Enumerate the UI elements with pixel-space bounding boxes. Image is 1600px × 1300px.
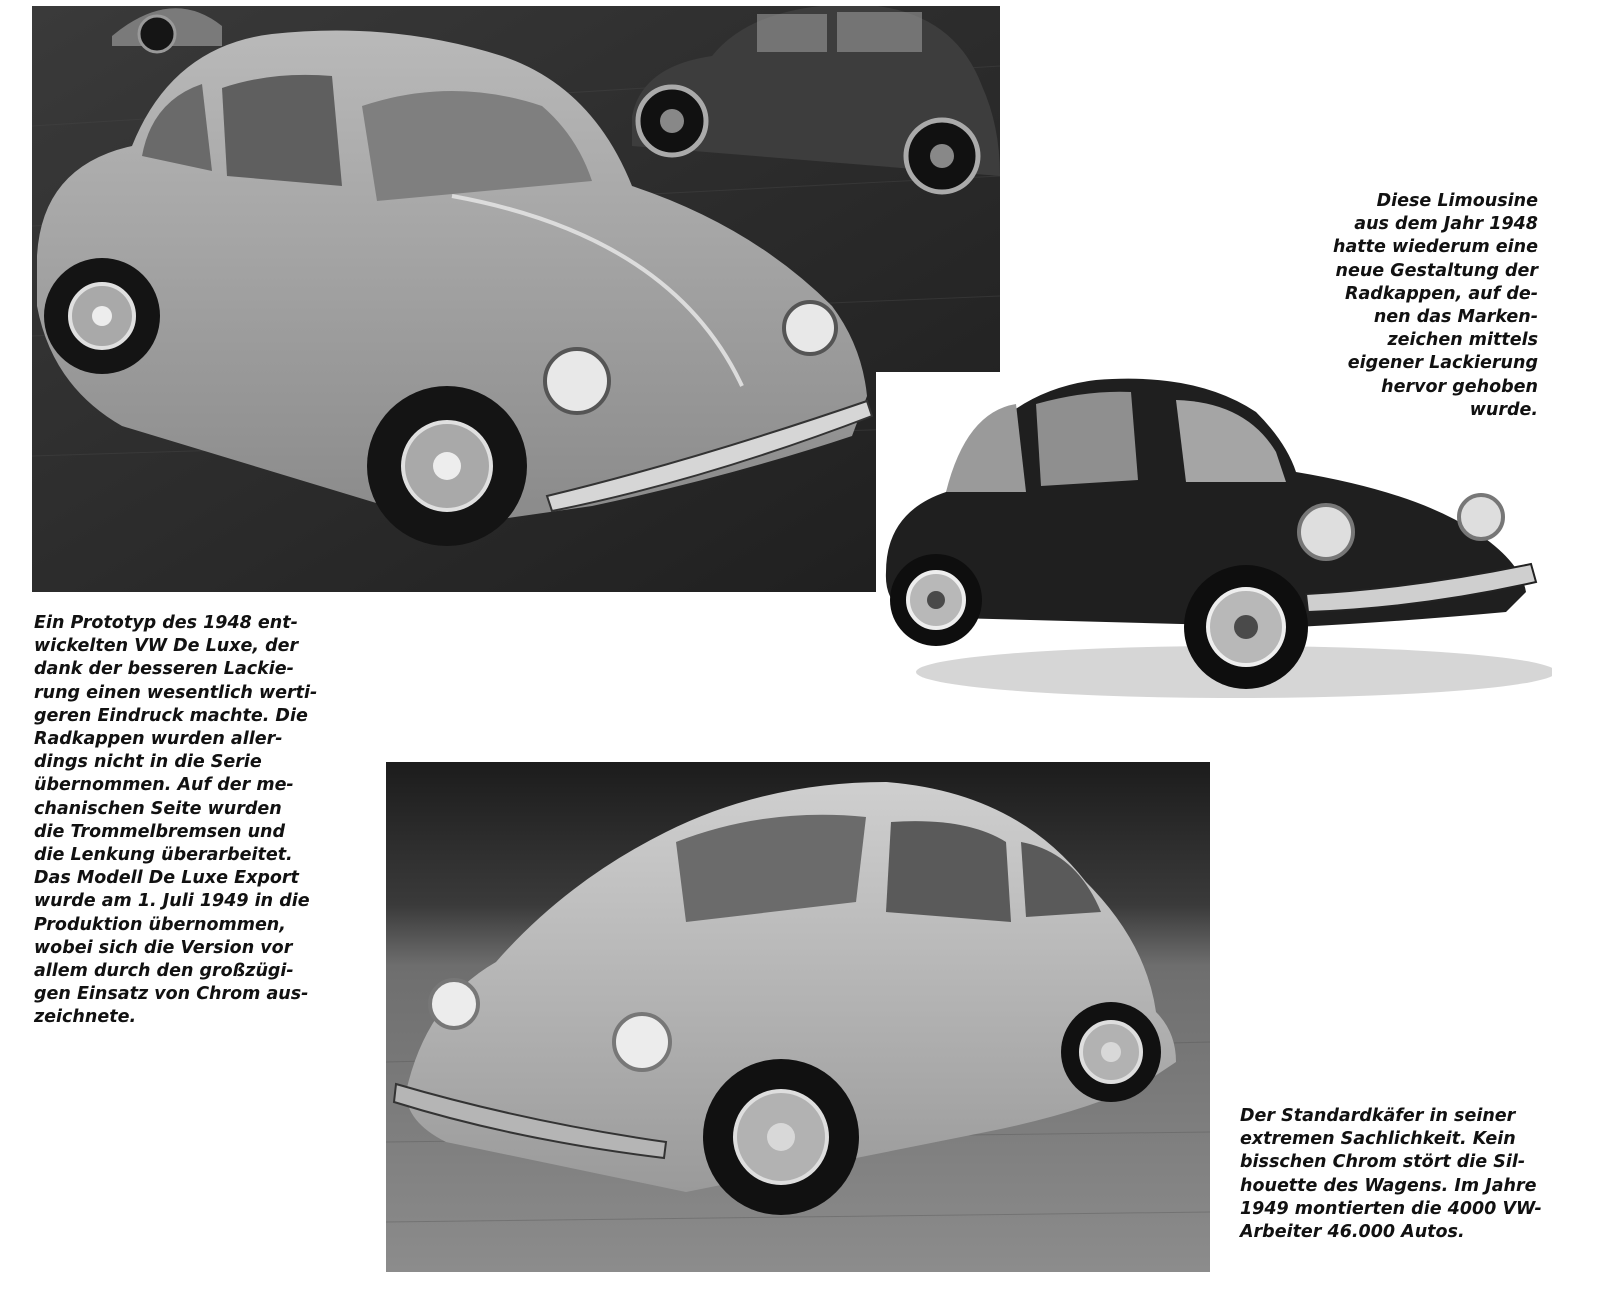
caption-line: wobei sich die Version vor — [34, 937, 293, 958]
caption-line: eigener Lackierung — [1347, 353, 1538, 374]
caption-line: chanischen Seite wurden — [34, 798, 282, 819]
caption-line: Radkappen, auf de- — [1344, 283, 1538, 304]
caption-line: Produktion übernommen, — [34, 914, 286, 935]
caption-line: dings nicht in die Serie — [34, 752, 262, 773]
caption-line: hervor gehoben — [1381, 376, 1538, 397]
photo-prototype-de-luxe — [32, 6, 1000, 592]
caption-prototype — [34, 612, 317, 1030]
caption-line: übernommen. Auf der me- — [34, 775, 294, 796]
caption-line: 1949 montierten die 4000 VW- — [1240, 1198, 1542, 1219]
caption-line: nen das Marken- — [1373, 307, 1538, 328]
caption-standardkaefer — [1240, 1105, 1542, 1244]
caption-line: aus dem Jahr 1948 — [1354, 214, 1538, 235]
caption-line: geren Eindruck machte. Die — [34, 705, 308, 726]
caption-line: Das Modell De Luxe Export — [34, 868, 299, 889]
caption-line: wickelten VW De Luxe, der — [34, 636, 299, 657]
photo-limousine-1948 — [876, 372, 1552, 708]
caption-line: extremen Sachlichkeit. Kein — [1240, 1129, 1516, 1150]
caption-line: zeichen mittels — [1387, 330, 1538, 351]
caption-line: gen Einsatz von Chrom aus- — [34, 984, 309, 1005]
caption-line: die Trommelbremsen und — [34, 821, 286, 842]
caption-line: Arbeiter 46.000 Autos. — [1240, 1222, 1465, 1243]
caption-line: bisschen Chrom stört die Sil- — [1240, 1152, 1526, 1173]
caption-line: wurde am 1. Juli 1949 in die — [34, 891, 310, 912]
photo-standardkaefer — [386, 762, 1210, 1272]
caption-line: neue Gestaltung der — [1335, 260, 1538, 281]
caption-line: die Lenkung überarbeitet. — [34, 845, 293, 866]
caption-limousine — [1333, 190, 1538, 422]
caption-line: houette des Wagens. Im Jahre — [1240, 1175, 1537, 1196]
caption-line: rung einen wesentlich werti- — [34, 682, 318, 703]
caption-line: allem durch den großzügi- — [34, 961, 294, 982]
caption-line: Ein Prototyp des 1948 ent- — [34, 613, 298, 633]
caption-line: Der Standardkäfer in seiner — [1240, 1106, 1516, 1126]
caption-line: Diese Limousine — [1376, 191, 1538, 211]
caption-line: zeichnete. — [34, 1007, 137, 1028]
caption-line: hatte wiederum eine — [1332, 237, 1538, 258]
caption-line: dank der besseren Lackie- — [34, 659, 294, 680]
caption-line: wurde. — [1469, 399, 1538, 420]
caption-line: Radkappen wurden aller- — [34, 729, 283, 750]
